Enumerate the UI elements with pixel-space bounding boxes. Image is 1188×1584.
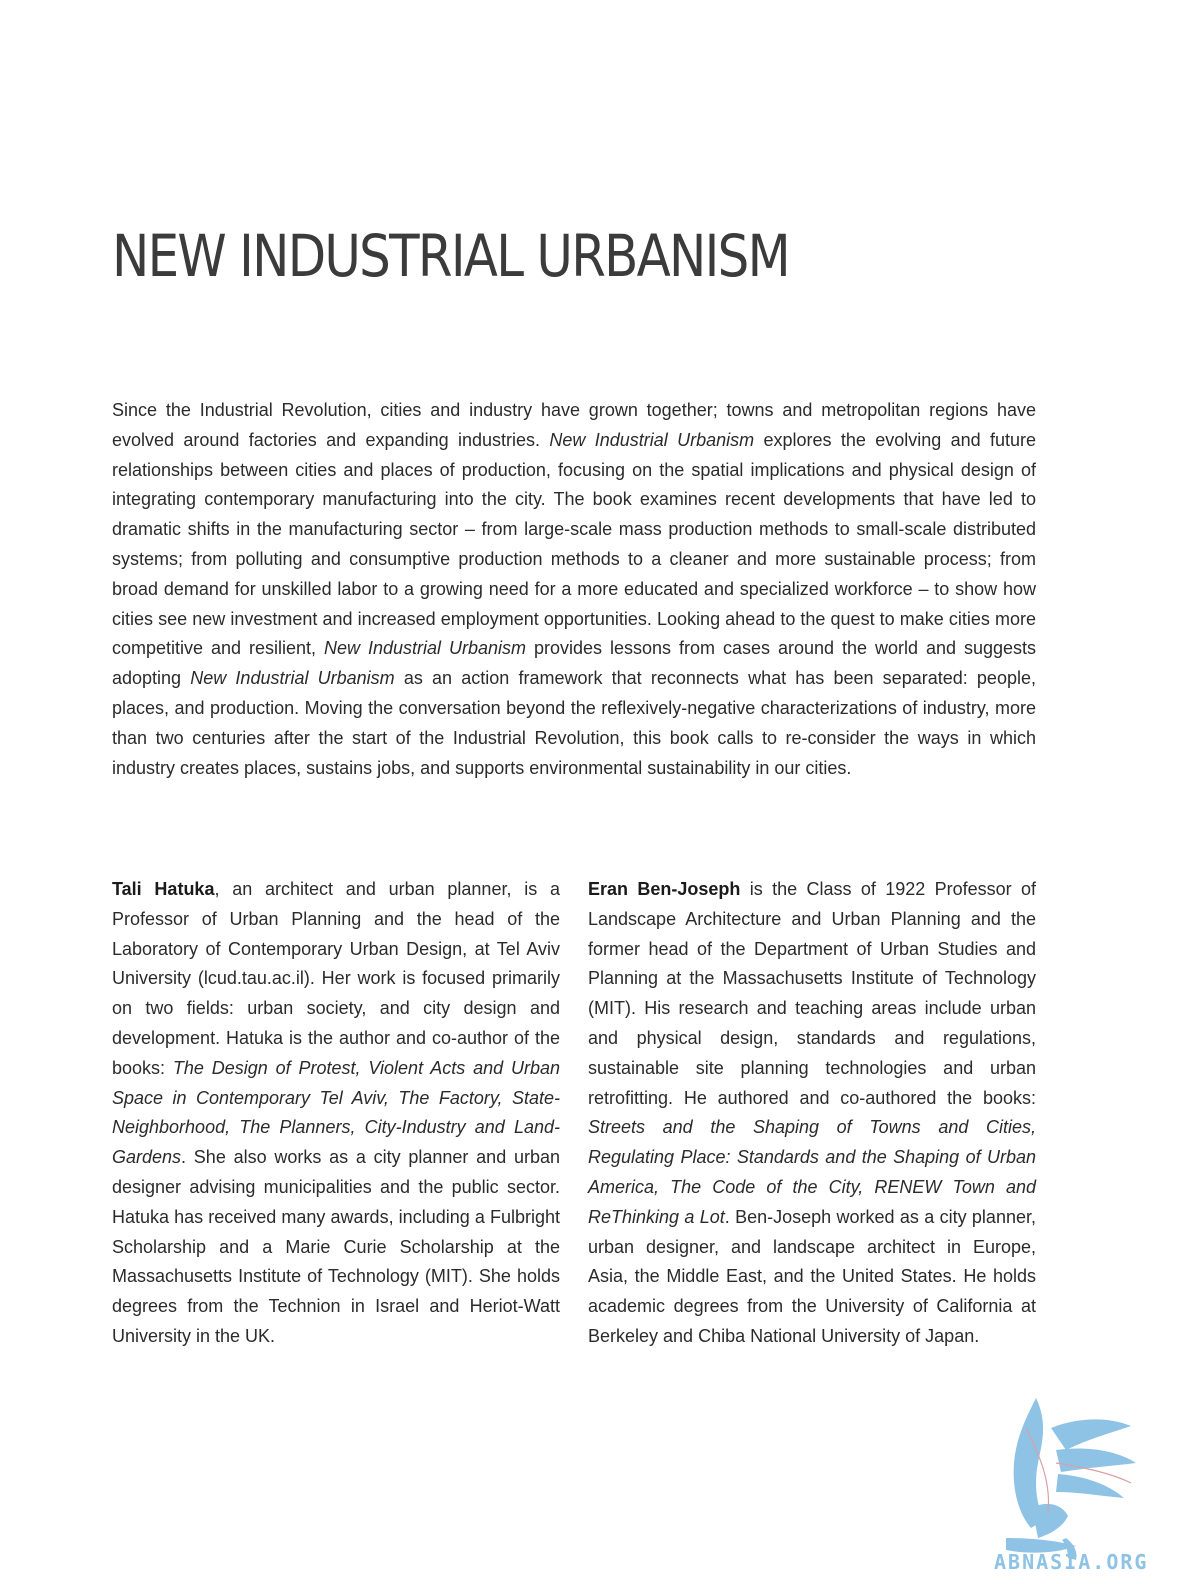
book-list: The Design of Protest, Violent Acts and Urban Space in Contemporary Tel Aviv, The Factory, State-Neighborhood, The Planners, City-Industry and Land-Gardens: [112, 1057, 560, 1168]
author-name: Tali Hatuka: [112, 879, 215, 899]
author-bio-hatuka: [112, 875, 560, 1352]
bio-text: , an architect and urban planner, is a Professor of Urban Planning and the head of the Laboratory of Contemporary Urban Design, at Tel Aviv University (lcud.tau.ac.il). Her work is focused primarily on two fields: urban society, and city design and development. Hatuka is the author and co-author of the books:: [112, 879, 560, 1078]
author-bio-benjoseph: [588, 875, 1036, 1352]
watermark-text: ABNASIA.ORG: [994, 1550, 1149, 1574]
book-description: [112, 396, 1036, 783]
author-name: Eran Ben-Joseph: [588, 879, 741, 899]
bio-text: . She also works as a city planner and urban designer advising municipalities and the public sector. Hatuka has received many awards, including a Fulbright Scholarship and a Marie Curie Scholarship at the Massachusetts Institute of Technology (MIT). She holds degrees from the Technion in Israel and Heriot-Watt University in the UK.: [112, 1147, 560, 1346]
book-title-italic: New Industrial Urbanism: [549, 429, 755, 450]
page-title: NEW INDUSTRIAL URBANISM: [112, 222, 789, 290]
description-text: as an action framework that reconnects what has been separated: people, places, and production. Moving the conversation beyond the reflexively-negative characterizations of industry, more than two centuries after the start of the Industrial Revolution, this book calls to re-consider the ways in which industry creates places, sustains jobs, and supports environmental sustainability in our cities.: [112, 668, 1036, 778]
bio-text: is the Class of 1922 Professor of Landscape Architecture and Urban Planning and the former head of the Department of Urban Studies and Planning at the Massachusetts Institute of Technology (MIT). His research and teaching areas include urban and physical design, standards and regulations, sustainable site planning technologies and urban retrofitting. He authored and co-authored the books:: [588, 879, 1036, 1108]
description-text: Since the Industrial Revolution, cities and industry have grown together; towns and metropolitan regions have evolved around factories and expanding industries.: [112, 400, 1036, 450]
bio-text: . Ben-Joseph worked as a city planner, urban designer, and landscape architect in Europe, Asia, the Middle East, and the United States. He holds academic degrees from the University of California at Berkeley and Chiba National University of Japan.: [588, 1206, 1036, 1346]
description-text: provides lessons from cases around the world and suggests adopting: [112, 638, 1036, 689]
book-title-italic: New Industrial Urbanism: [190, 668, 395, 689]
book-title-italic: New Industrial Urbanism: [324, 638, 527, 659]
description-text: explores the evolving and future relationships between cities and places of production, focusing on the spatial implications and physical design of integrating contemporary manufacturing into the city. The book examines recent developments that have led to dramatic shifts in the manufacturing sector – from large-scale mass production methods to small-scale distributed systems; from polluting and consumptive production methods to a cleaner and more sustainable process; from broad demand for unskilled labor to a growing need for a more educated and specialized workforce – to show how cities see new investment and increased employment opportunities. Looking ahead to the quest to make cities more competitive and resilient,: [112, 429, 1036, 659]
book-list: Streets and the Shaping of Towns and Cities, Regulating Place: Standards and the Shaping of Urban America, The Code of the City, RENEW Town and ReThinking a Lot: [588, 1117, 1036, 1227]
